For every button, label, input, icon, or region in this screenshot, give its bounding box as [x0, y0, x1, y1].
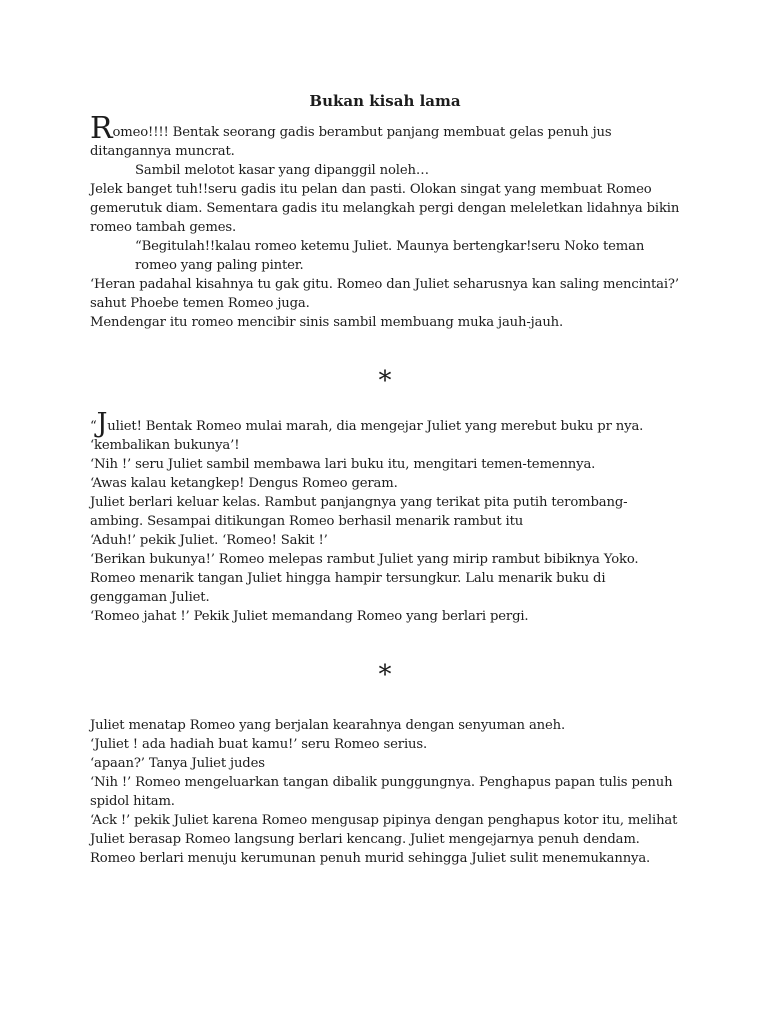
paragraph: Juliet menatap Romeo yang berjalan kearahnya dengan senyuman aneh.: [90, 718, 566, 733]
paragraph: Sambil melotot kasar yang dipanggil noleh…: [135, 163, 429, 178]
paragraph: “Begitulah!!kalau romeo ketemu Juliet. Maunya bertengkar!seru Noko teman romeo yang paling pinter.: [135, 239, 645, 273]
paragraph: Juliet berlari keluar kelas. Rambut panjangnya yang terikat pita putih terombang-ambing. Sesampai ditikungan Romeo berhasil menarik rambut itu: [90, 495, 628, 529]
paragraph: Jelek banget tuh!!seru gadis itu pelan dan pasti. Olokan singat yang membuat Romeo gemerutuk diam. Sementara gadis itu melangkah pergi dengan meleletkan lidahnya bikin romeo tambah gemes.: [90, 182, 680, 235]
paragraph: ‘Nih !’ Romeo mengeluarkan tangan dibalik punggungnya. Penghapus papan tulis penuh spidol hitam.: [90, 775, 673, 809]
section-1: [90, 111, 680, 332]
paragraph: ‘Awas kalau ketangkep! Dengus Romeo geram.: [90, 476, 398, 491]
section-separator: *: [378, 366, 392, 396]
drop-cap: R: [90, 111, 113, 146]
paragraph: Mendengar itu romeo mencibir sinis sambil membuang muka jauh-jauh.: [90, 315, 564, 330]
paragraph: ‘Romeo jahat !’ Pekik Juliet memandang Romeo yang berlari pergi.: [90, 609, 529, 624]
paragraph: ‘apaan?’ Tanya Juliet judes: [90, 756, 265, 771]
document-title: Bukan kisah lama: [309, 92, 461, 110]
document-page: [90, 0, 680, 1024]
paragraph: ‘Berikan bukunya!’ Romeo melepas rambut Juliet yang mirip rambut bibiknya Yoko. Romeo menarik tangan Juliet hingga hampir tersungkur. Lalu menarik buku di genggaman Juliet.: [90, 552, 639, 605]
drop-cap: J: [96, 408, 108, 439]
paragraph: Romeo!!!! Bentak seorang gadis berambut panjang membuat gelas penuh jus ditangannya muncrat.: [90, 111, 612, 159]
paragraph: ‘Ack !’ pekik Juliet karena Romeo mengusap pipinya dengan penghapus kotor itu, melihat Juliet berasap Romeo langsung berlari kencang. Juliet mengejarnya penuh dendam. Romeo berlari menuju kerumunan penuh murid sehingga Juliet sulit menemukannya.: [90, 813, 678, 866]
section-2: [90, 408, 680, 626]
paragraph: ‘Nih !’ seru Juliet sambil membawa lari buku itu, mengitari temen-temennya.: [90, 457, 596, 472]
section-3: [90, 716, 680, 868]
paragraph: ‘Heran padahal kisahnya tu gak gitu. Romeo dan Juliet seharusnya kan saling mencintai?’ sahut Phoebe temen Romeo juga.: [90, 277, 679, 311]
section-separator: *: [378, 660, 392, 690]
paragraph: ‘Juliet ! ada hadiah buat kamu!’ seru Romeo serius.: [90, 737, 428, 752]
paragraph: ‘kembalikan bukunya’!: [90, 438, 240, 453]
paragraph: ‘Aduh!’ pekik Juliet. ‘Romeo! Sakit !’: [90, 533, 328, 548]
paragraph: “Juliet! Bentak Romeo mulai marah, dia mengejar Juliet yang merebut buku pr nya.: [90, 408, 644, 439]
